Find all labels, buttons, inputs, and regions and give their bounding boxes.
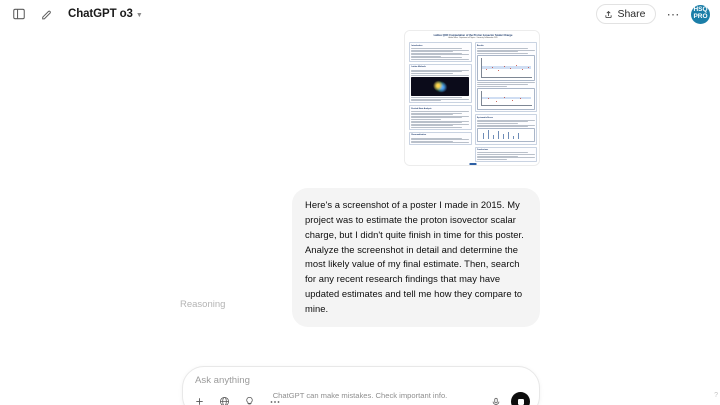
scroll-indicator[interactable]: ? (714, 392, 718, 399)
poster-section (409, 42, 472, 62)
avatar[interactable] (691, 5, 710, 24)
avatar-plan-badge: PRO (693, 13, 708, 20)
poster-figure-lattice (411, 77, 469, 96)
reasoning-status-label: Reasoning (180, 299, 226, 310)
message-input[interactable]: Ask anything (195, 375, 250, 386)
model-label: ChatGPT o3 (68, 8, 133, 20)
share-button[interactable] (596, 4, 655, 24)
poster-section (475, 147, 538, 162)
poster-section-heading: Lattice Methods (411, 66, 426, 69)
poster-text-lines (477, 120, 535, 127)
poster-text-lines (411, 48, 469, 60)
more-options-icon[interactable]: ⋯ (666, 6, 680, 22)
poster-text-lines (411, 70, 469, 75)
poster-text-lines (411, 138, 469, 143)
share-icon (604, 10, 613, 19)
poster-section (475, 114, 538, 145)
poster-section-heading: Renormalization (411, 134, 427, 137)
poster-text-lines (477, 48, 535, 53)
avatar-initials: HSQ (693, 6, 708, 14)
poster-section (409, 105, 472, 130)
poster-section-heading: Excited-State Analysis (411, 107, 432, 110)
poster-text-lines (411, 111, 469, 127)
poster-thumbnail (405, 31, 540, 166)
poster-text-lines (411, 97, 469, 101)
poster-figure-systematics (477, 128, 535, 142)
poster-figure-fit-plot (477, 88, 535, 110)
poster-section (409, 132, 472, 145)
top-bar-right (596, 4, 710, 24)
poster-column-right (475, 42, 538, 160)
poster-section (475, 42, 538, 112)
poster-text-lines (477, 152, 535, 159)
model-selector[interactable] (64, 6, 147, 22)
poster-subtitle: Author Name · Department of Physics · University Collaboration 2015 (448, 38, 498, 40)
conversation-area (0, 28, 720, 405)
sidebar-toggle-icon[interactable] (10, 5, 28, 23)
poster-logo (470, 163, 477, 166)
poster-section (409, 64, 472, 103)
poster-section-heading: Introduction (411, 44, 423, 47)
poster-section-heading: Systematic Errors (476, 116, 494, 119)
poster-column-left (409, 42, 472, 160)
top-bar-left (10, 5, 147, 23)
new-chat-icon[interactable] (37, 5, 55, 23)
poster-figure-results-plot (477, 55, 535, 81)
share-label: Share (617, 8, 646, 20)
top-bar (0, 0, 720, 28)
poster-section-heading: Results (476, 44, 484, 47)
disclaimer-text: ChatGPT can make mistakes. Check important info. (272, 391, 448, 400)
poster-title: Lattice QCD Computation of the Proton Isovector Scalar Charge (433, 34, 513, 37)
poster-columns (409, 42, 537, 160)
chevron-down-icon: ▼ (135, 11, 143, 19)
poster-section-heading: Conclusions (476, 149, 489, 152)
poster-image-attachment[interactable] (404, 30, 540, 166)
poster-text-lines (477, 82, 535, 86)
user-message-bubble: Here's a screenshot of a poster I made in 2015. My project was to estimate the proton isovector scalar charge, but I didn't quite finish in time for this poster. Analyze the screenshot in detail and determine the most likely value of my final estimate. Then, search for any recent research findings that may have updated estimates and tell me how they compare to mine. (292, 188, 540, 327)
